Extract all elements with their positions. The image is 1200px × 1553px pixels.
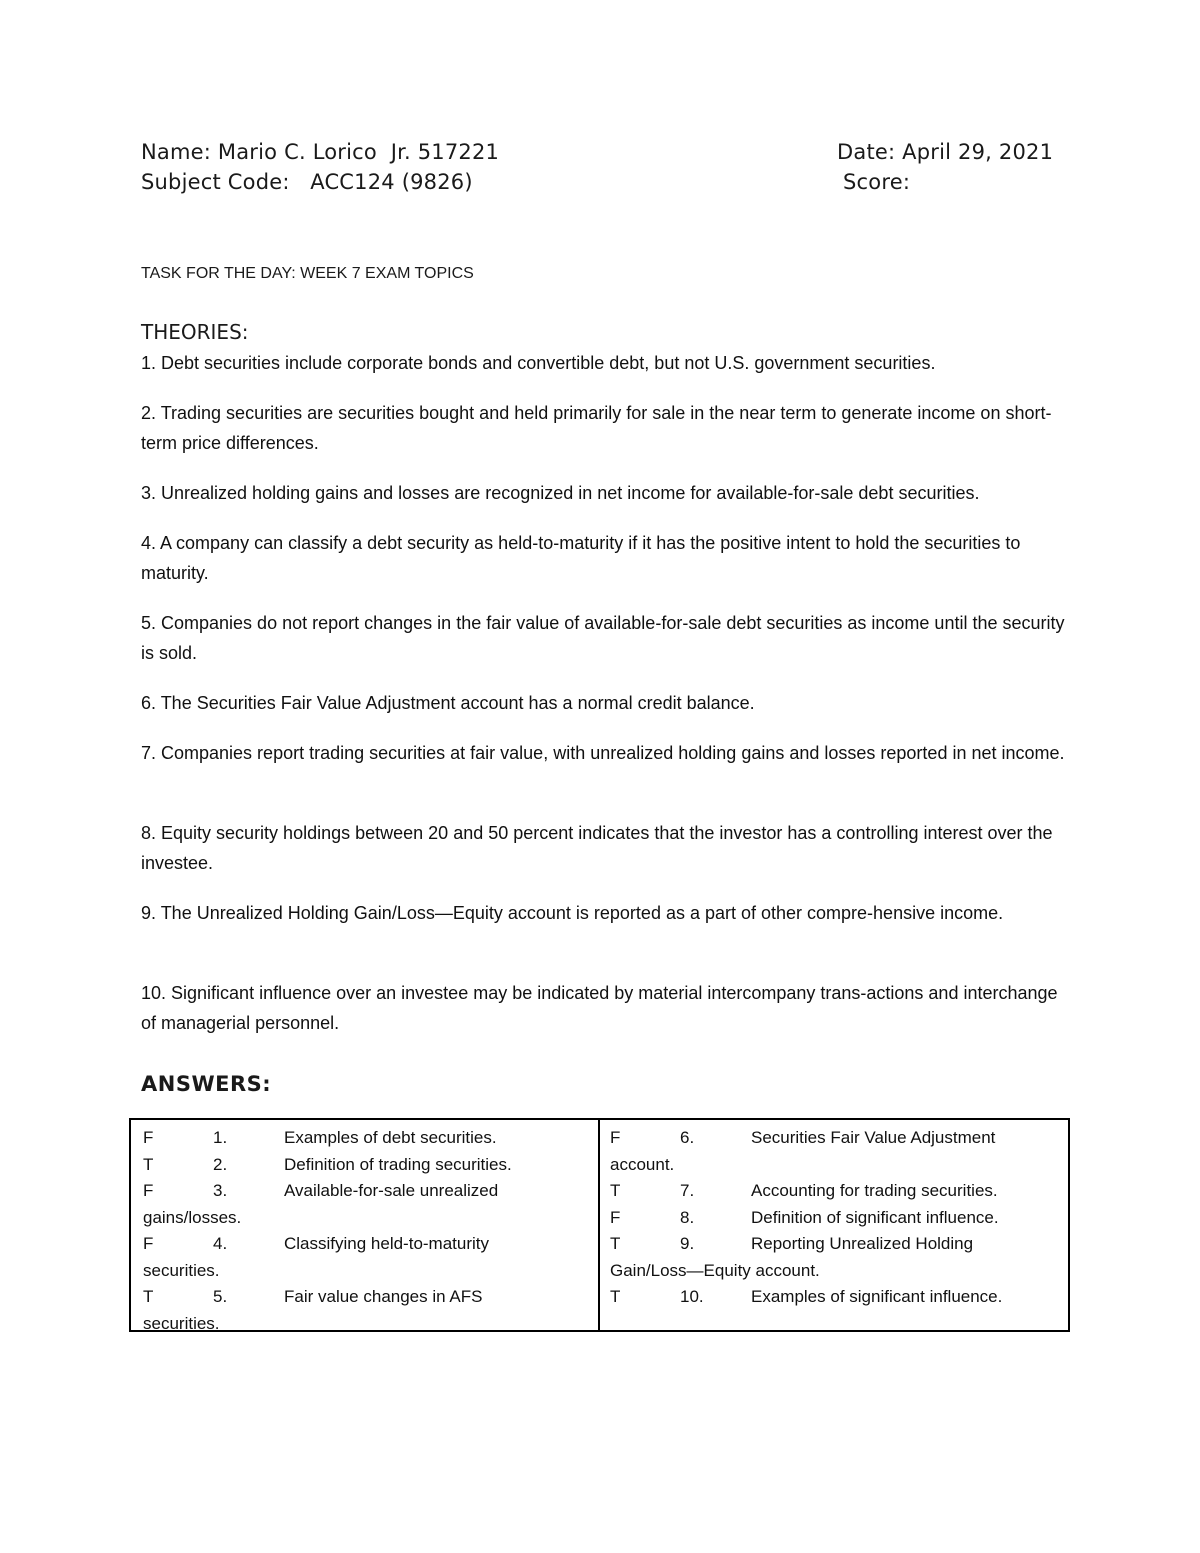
answer-row-10	[610, 1284, 1068, 1311]
answer-description: Examples of debt securities.	[284, 1128, 497, 1147]
answers-table	[129, 1118, 1070, 1332]
answer-row-6-continued	[610, 1152, 1068, 1179]
answer-description: Classifying held-to-maturity	[284, 1234, 490, 1253]
student-name: Name: Mario C. Lorico Jr. 517221	[141, 140, 500, 164]
answer-row-9	[610, 1231, 1068, 1258]
question-8: 8. Equity security holdings between 20 and 50 percent indicates that the investor has a controlling interest over the investee.	[141, 823, 1053, 873]
answer-row-7	[610, 1178, 1068, 1205]
score-label: Score:	[843, 170, 911, 194]
answers-column-left	[131, 1120, 600, 1333]
answer-tf: T	[610, 1287, 621, 1306]
answer-row-3-continued	[143, 1205, 598, 1232]
question-9: 9. The Unrealized Holding Gain/Loss—Equity account is reported as a part of other compre-hensive income.	[141, 903, 1004, 923]
answer-tf: T	[143, 1287, 154, 1306]
answer-description: Available-for-sale unrealized	[284, 1181, 499, 1200]
answer-description: Definition of significant influence.	[751, 1207, 999, 1227]
answer-number: 9.	[680, 1234, 695, 1253]
task-title: TASK FOR THE DAY: WEEK 7 EXAM TOPICS	[141, 265, 474, 282]
question-7: 7. Companies report trading securities at fair value, with unrealized holding gains and losses reported in net income.	[141, 743, 1065, 763]
answer-tf: F	[143, 1128, 154, 1147]
answer-description-continued: Gain/Loss—Equity account.	[610, 1260, 820, 1280]
answer-row-1	[143, 1125, 598, 1152]
question-10: 10. Significant influence over an investee may be indicated by material intercompany trans-actions and interchange of managerial personnel.	[141, 983, 1058, 1033]
answer-tf: T	[610, 1234, 621, 1253]
answer-description-continued: securities.	[143, 1313, 220, 1333]
answer-description-continued: gains/losses.	[143, 1207, 242, 1227]
answer-number: 2.	[213, 1154, 228, 1174]
answer-description: Fair value changes in AFS	[284, 1287, 483, 1306]
answer-row-2	[143, 1152, 598, 1179]
answer-number: 10.	[680, 1287, 704, 1306]
answer-description-continued: account.	[610, 1154, 675, 1174]
answer-description: Definition of trading securities.	[284, 1154, 512, 1174]
answer-tf: T	[143, 1154, 154, 1174]
answer-row-8	[610, 1205, 1068, 1232]
answers-heading: ANSWERS:	[141, 1072, 272, 1096]
answer-tf: T	[610, 1181, 621, 1200]
answer-row-5-continued	[143, 1311, 598, 1338]
answer-description: Reporting Unrealized Holding	[751, 1234, 974, 1253]
answer-number: 4.	[213, 1234, 228, 1253]
answer-row-5	[143, 1284, 598, 1311]
answer-number: 7.	[680, 1181, 695, 1200]
answer-tf: F	[143, 1234, 154, 1253]
question-5: 5. Companies do not report changes in the fair value of available-for-sale debt securities as income until the security is sold.	[141, 613, 1065, 663]
answer-row-6	[610, 1125, 1068, 1152]
exam-date: Date: April 29, 2021	[837, 140, 1054, 164]
question-3: 3. Unrealized holding gains and losses are recognized in net income for available-for-sale debt securities.	[141, 483, 980, 503]
question-6: 6. The Securities Fair Value Adjustment account has a normal credit balance.	[141, 693, 755, 713]
answer-description: Accounting for trading securities.	[751, 1181, 998, 1200]
answer-number: 3.	[213, 1181, 228, 1200]
question-1: 1. Debt securities include corporate bonds and convertible debt, but not U.S. government securities.	[141, 353, 936, 373]
answers-column-right	[600, 1120, 1068, 1330]
answer-description: Securities Fair Value Adjustment	[751, 1128, 996, 1147]
answer-tf: F	[610, 1207, 621, 1227]
answer-description: Examples of significant influence.	[751, 1287, 1003, 1306]
answer-row-4	[143, 1231, 598, 1258]
answer-row-9-continued	[610, 1258, 1068, 1285]
question-4: 4. A company can classify a debt security as held-to-maturity if it has the positive intent to hold the securities to maturity.	[141, 533, 1021, 583]
answer-tf: F	[143, 1181, 154, 1200]
answer-row-3	[143, 1178, 598, 1205]
answer-tf: F	[610, 1128, 621, 1147]
answer-description-continued: securities.	[143, 1260, 220, 1280]
theories-heading: THEORIES:	[141, 320, 249, 344]
answer-number: 1.	[213, 1128, 228, 1147]
answer-number: 6.	[680, 1128, 695, 1147]
answer-number: 5.	[213, 1287, 228, 1306]
question-2: 2. Trading securities are securities bought and held primarily for sale in the near term to generate income on short-term price differences.	[141, 403, 1052, 453]
answer-row-4-continued	[143, 1258, 598, 1285]
subject-code: Subject Code: ACC124 (9826)	[141, 170, 473, 194]
answer-number: 8.	[680, 1207, 695, 1227]
